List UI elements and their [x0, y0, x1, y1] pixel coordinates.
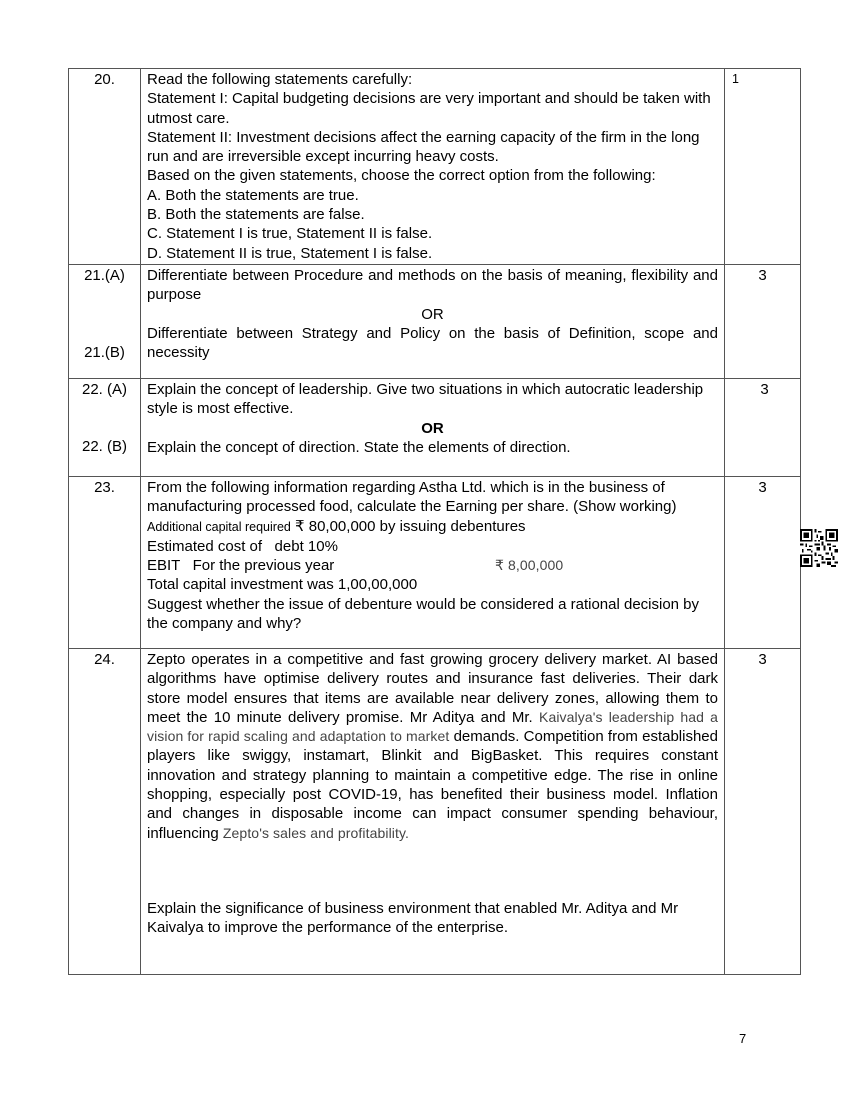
- q24-passage-part: demands. Competition from established players like swiggy, instamart, Blinkit and BigBasket. This requires constant innovation and strategy planning to maintain a competitive edge. The rise in online shopping, especially post COVID-19, has benefited their business model. Inflation and changes in disposable income can impact consumer spending behaviour, influencing: [147, 728, 718, 842]
- question-text-21: [141, 264, 725, 378]
- marks-20: 1: [725, 69, 801, 265]
- question-row-20: [69, 69, 801, 265]
- q22a-text: Explain the concept of leadership. Give two situations in which autocratic leadership style is most effective.: [147, 380, 704, 418]
- q23-question: Suggest whether the issue of debenture would be considered a rational decision by the company and why?: [147, 595, 700, 633]
- or-separator: OR: [421, 305, 444, 323]
- marks-23: 3: [725, 476, 801, 648]
- page-number: 7: [739, 1031, 747, 1046]
- question-number-21: [69, 264, 141, 378]
- question-number-21a: 21.(A): [84, 266, 125, 284]
- q23-additional-capital: [147, 517, 718, 537]
- q23-add-cap-label: Additional capital required: [147, 519, 291, 534]
- question-number-22: [69, 378, 141, 476]
- question-text-24: [141, 648, 725, 974]
- question-text-22: [141, 378, 725, 476]
- or-separator: OR: [421, 419, 444, 437]
- rupee-symbol: ₹: [295, 517, 305, 535]
- question-row-22: [69, 378, 801, 476]
- question-number-24: 24.: [69, 648, 141, 974]
- q20-option-d: D. Statement II is true, Statement I is false.: [147, 244, 433, 262]
- question-number-22b: 22. (B): [81, 438, 127, 456]
- q20-option-a: A. Both the statements are true.: [147, 186, 359, 204]
- question-table: [68, 68, 801, 975]
- q24-passage-part: Zepto's sales and profitability.: [222, 824, 410, 841]
- q23-total-capital: Total capital investment was 1,00,00,000: [147, 576, 418, 594]
- question-row-24: [69, 648, 801, 974]
- q20-line: Based on the given statements, choose the correct option from the following:: [147, 167, 656, 185]
- question-number-22a: 22. (A): [81, 380, 127, 398]
- question-text-23: [141, 476, 725, 648]
- question-number-20: 20.: [69, 69, 141, 265]
- question-number-21b: 21.(B): [84, 344, 125, 362]
- q24-passage-part: Kaivalya's leadership had a vision for rapid scaling and adaptation to market: [147, 708, 719, 745]
- question-row-21: [69, 264, 801, 378]
- q21a-text: Differentiate between Procedure and methods on the basis of meaning, flexibility and purpose: [147, 266, 718, 304]
- qr-code-icon: [800, 529, 838, 567]
- q23-add-cap-value: 80,00,000 by issuing debentures: [308, 517, 526, 535]
- q24-passage: [147, 650, 718, 843]
- q23-ebit-value: ₹ 8,00,000: [495, 557, 564, 574]
- marks-22: 3: [725, 378, 801, 476]
- question-row-23: [69, 476, 801, 648]
- q20-line: Statement I: Capital budgeting decisions are very important and should be taken with utmost care.: [147, 90, 711, 127]
- marks-21: 3: [725, 264, 801, 378]
- q23-ebit: [147, 556, 718, 575]
- q20-line: Read the following statements carefully:: [147, 71, 413, 88]
- q20-line: Statement II: Investment decisions affect the earning capacity of the firm in the long run and are irreversible except incurring heavy costs.: [147, 128, 700, 166]
- q24-passage-part: Zepto operates in a competitive and fast growing grocery delivery market. AI based algorithms have optimise delivery routes and insurance fast deliveries. Their dark store model ensures that items are available near delivery zones, allowing them to meet the 10 minute delivery promise. Mr Aditya and Mr.: [147, 650, 718, 726]
- q21b-text: Differentiate between Strategy and Policy on the basis of Definition, scope and necessity: [147, 324, 718, 362]
- q24-question: Explain the significance of business environment that enabled Mr. Aditya and Mr Kaivalya to improve the performance of the enterprise.: [147, 899, 679, 937]
- q20-option-b: B. Both the statements are false.: [147, 206, 365, 224]
- marks-24: 3: [725, 648, 801, 974]
- q23-ebit-label: EBIT For the previous year: [147, 557, 335, 575]
- question-number-23: 23.: [69, 476, 141, 648]
- q22b-text: Explain the concept of direction. State the elements of direction.: [147, 438, 571, 456]
- question-text-20: [141, 69, 725, 265]
- q23-debt-cost: Estimated cost of debt 10%: [147, 537, 338, 555]
- q23-intro: From the following information regarding Astha Ltd. which is in the business of manufacturing processed food, calculate the Earning per share. (Show working): [147, 478, 677, 516]
- q20-option-c: C. Statement I is true, Statement II is false.: [147, 225, 433, 243]
